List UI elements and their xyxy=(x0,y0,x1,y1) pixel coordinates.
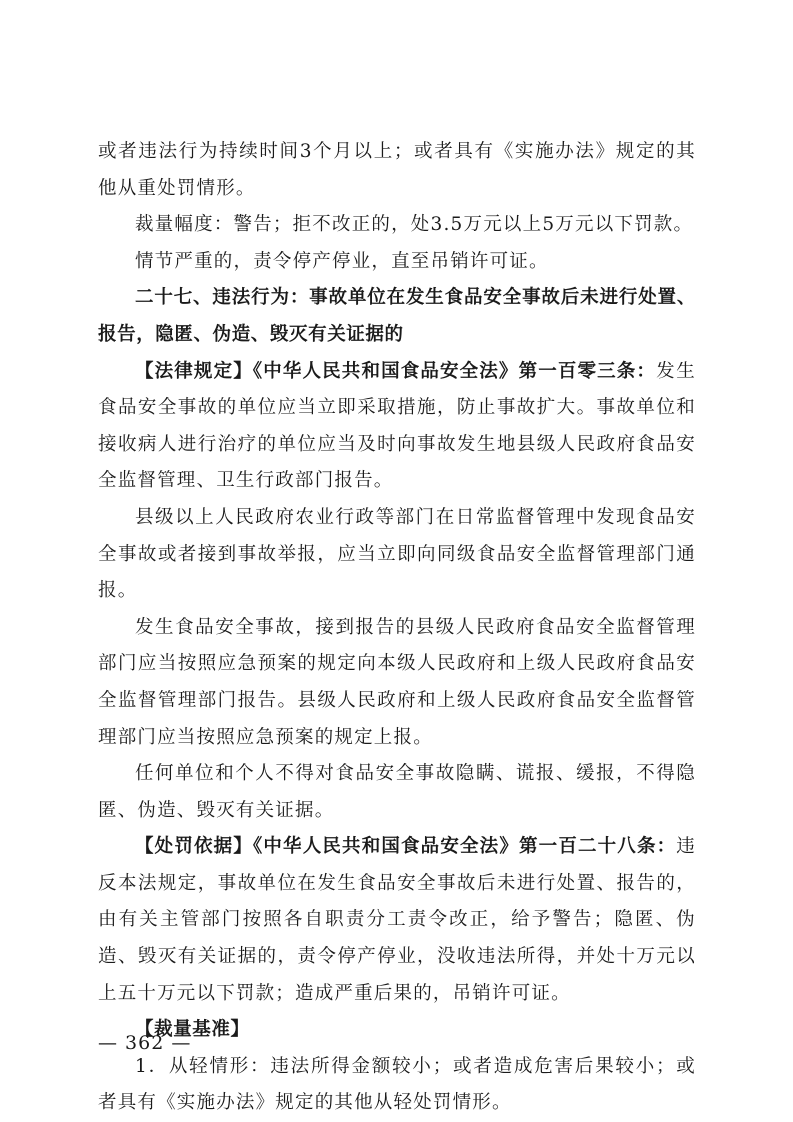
paragraph-serious-circumstances: 情节严重的，责令停产停业，直至吊销许可证。 xyxy=(135,250,549,272)
penalty-basis-label: 【处罚依据】《中华人民共和国食品安全法》第一百二十八条： xyxy=(135,836,677,858)
paragraph-no-concealment: 任何单位和个人不得对食品安全事故隐瞒、谎报、缓报，不得隐匿、伪造、毁灭有关证据。 xyxy=(98,763,696,821)
penalty-basis-text: 违反本法规定，事故单位在发生食品安全事故后未进行处置、报告的，由有关主管部门按照各自职责分工责令改正，给予警告；隐匿、伪造、毁灭有关证据的，责令停产停业，没收违法所得，并处十万元以上五十万元以下罚款；造成严重后果的，吊销许可证。 xyxy=(98,836,696,1004)
paragraph-reporting: 发生食品安全事故，接到报告的县级人民政府食品安全监督管理部门应当按照应急预案的规定向本级人民政府和上级人民政府食品安全监督管理部门报告。县级人民政府和上级人民政府食品安全监督管理部门应当按照应急预案的规定上报。 xyxy=(98,616,696,748)
paragraph-continuation: 或者违法行为持续时间3个月以上；或者具有《实施办法》规定的其他从重处罚情形。 xyxy=(98,141,696,199)
page-number: — 362 — xyxy=(98,1032,192,1054)
discretion-standard-heading: 【裁量基准】 xyxy=(135,1019,250,1041)
paragraph-lenient-circumstances: 1．从轻情形：违法所得金额较小；或者造成危害后果较小；或者具有《实施办法》规定的其他从轻处罚情形。 xyxy=(98,1055,696,1114)
document-body xyxy=(98,134,696,1122)
paragraph-agency-notification: 县级以上人民政府农业行政等部门在日常监督管理中发现食品安全事故或者接到事故举报，应当立即向同级食品安全监督管理部门通报。 xyxy=(98,506,696,602)
paragraph-penalty-basis xyxy=(98,829,696,1012)
legal-provision-label: 【法律规定】《中华人民共和国食品安全法》第一百零三条： xyxy=(135,360,657,382)
paragraph-legal-provision xyxy=(98,354,696,500)
section-heading: 二十七、违法行为：事故单位在发生食品安全事故后未进行处置、报告，隐匿、伪造、毁灭有关证据的 xyxy=(98,287,696,345)
legal-provision-text: 发生食品安全事故的单位应当立即采取措施，防止事故扩大。事故单位和接收病人进行治疗的单位应当及时向事故发生地县级人民政府食品安全监督管理、卫生行政部门报告。 xyxy=(98,360,697,492)
paragraph-discretion-range: 裁量幅度：警告；拒不改正的，处3.5万元以上5万元以下罚款。 xyxy=(135,214,694,236)
